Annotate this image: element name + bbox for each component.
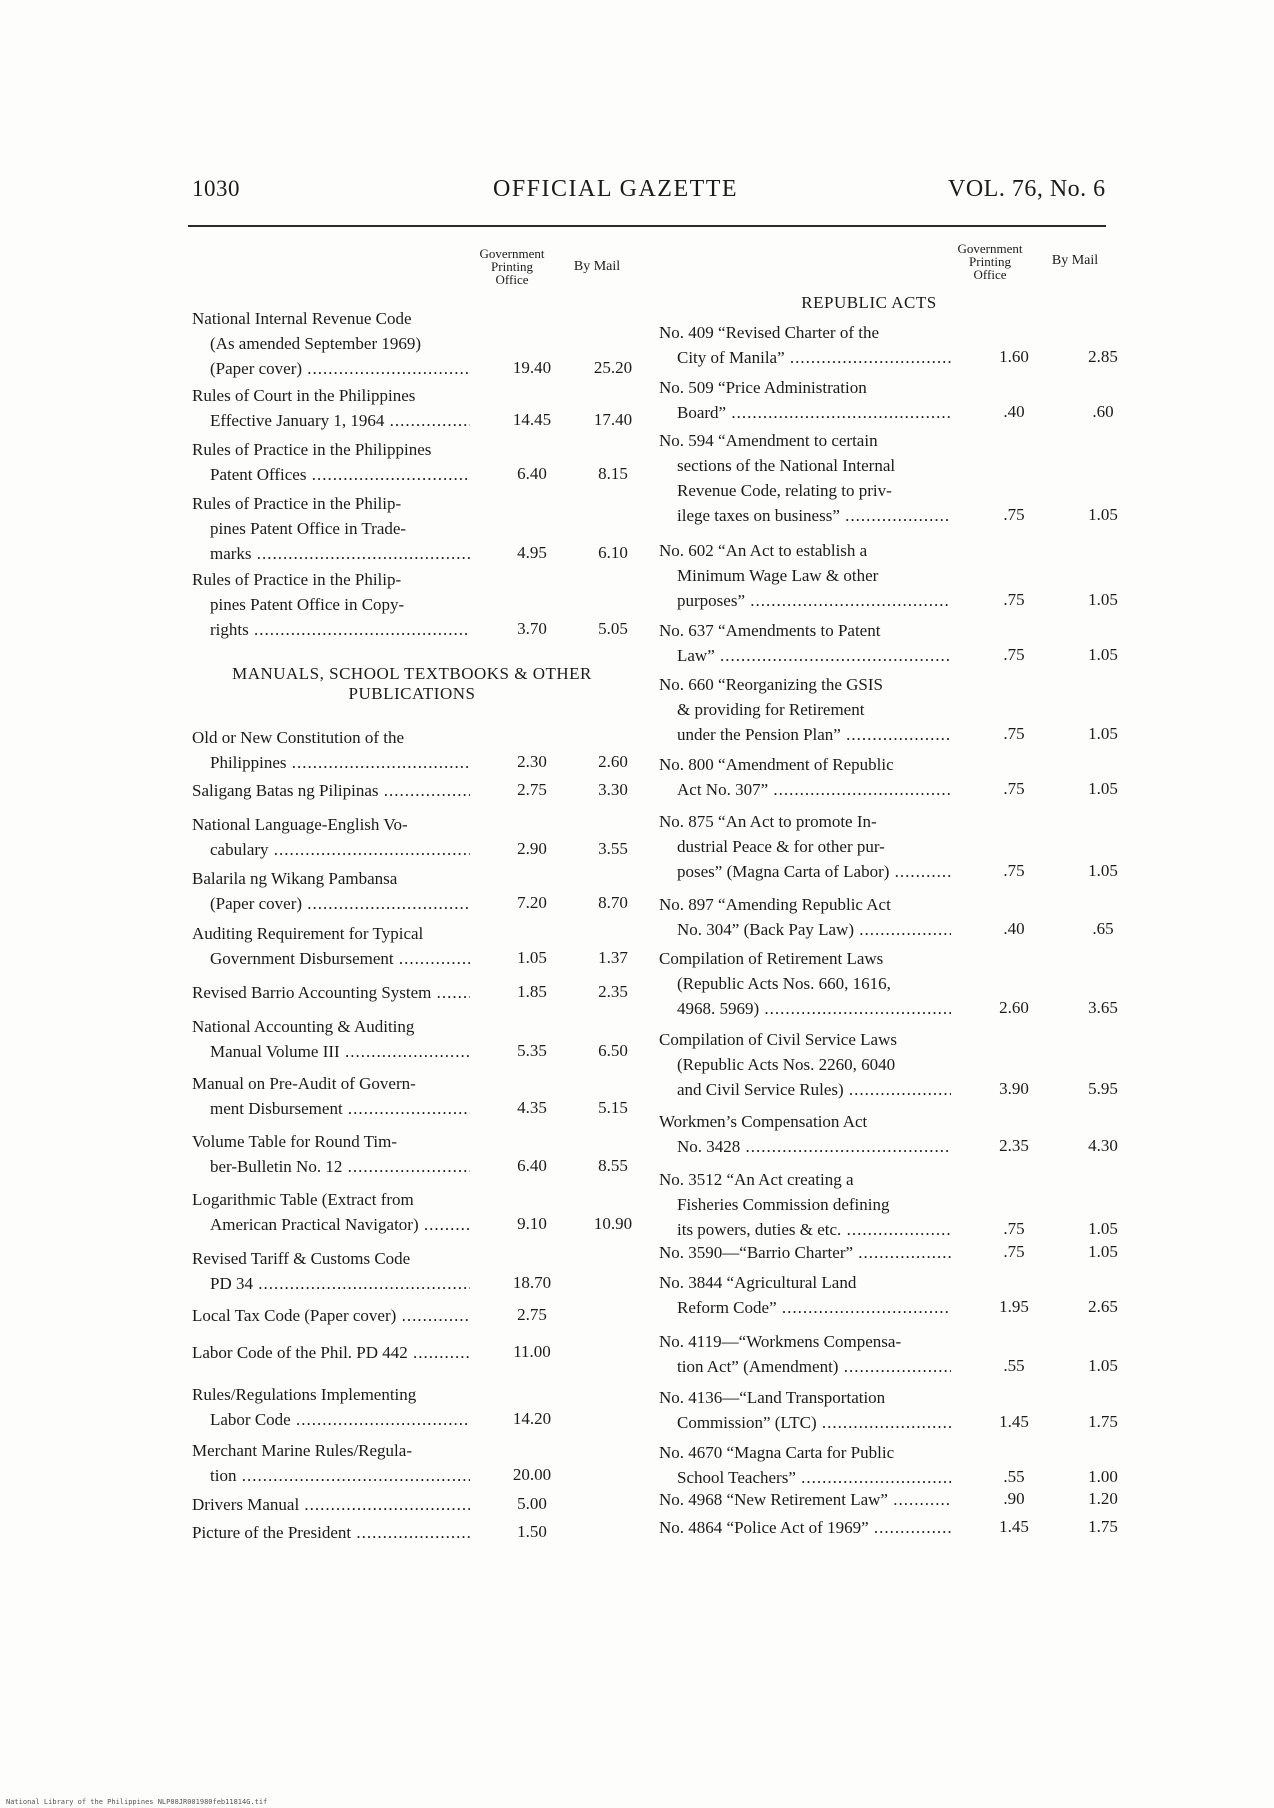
gpo-price: 4.95: [517, 543, 547, 562]
entry-title-line: Drivers Manual .....: [192, 1492, 470, 1517]
republic-act-entry: [659, 1109, 951, 1159]
entry-title-line: No. 3428 .....: [659, 1134, 951, 1159]
gpo-price: 2.75: [517, 1305, 547, 1324]
entry-title-line: No. 304” (Back Pay Law) .....: [659, 917, 951, 942]
mail-price: 1.05: [1088, 1356, 1118, 1375]
gpo-price: 2.90: [517, 839, 547, 858]
entry-title-line: Law” .....: [659, 643, 951, 668]
republic-act-entry: [659, 809, 951, 884]
gpo-price: .55: [1003, 1467, 1025, 1486]
entry-title-line: ber-Bulletin No. 12 .....: [192, 1154, 470, 1179]
gpo-price: .55: [1003, 1356, 1025, 1375]
entry-title-line: Revised Barrio Accounting System .....: [192, 980, 470, 1005]
mail-price: 5.15: [598, 1098, 628, 1117]
entry-title-line: rights .....: [192, 617, 470, 642]
mail-price: 3.55: [598, 839, 628, 858]
entry-title-line: No. 897 “Amending Republic Act: [659, 895, 891, 914]
manual-entry: [192, 1129, 470, 1179]
entry-title-line: Commission” (LTC) .....: [659, 1410, 951, 1435]
gpo-column-heading-right: [944, 242, 1036, 281]
entry-title-line: No. 3844 “Agricultural Land: [659, 1273, 857, 1292]
section-heading-line: MANUALS, SCHOOL TEXTBOOKS & OTHER: [232, 664, 592, 683]
gpo-price: 14.45: [512, 410, 552, 429]
republic-act-entry: [659, 1487, 951, 1512]
mail-column-heading-right: By Mail: [1051, 253, 1099, 268]
mail-price: 2.65: [1088, 1297, 1118, 1316]
mail-price: 2.35: [598, 982, 628, 1001]
entry-title-line: Act No. 307” .....: [659, 777, 951, 802]
entry-title-line: No. 594 “Amendment to certain: [659, 431, 878, 450]
republic-act-entry: [659, 1329, 951, 1379]
entry-title-line: National Language-English Vo-: [192, 815, 408, 834]
mail-price: 6.50: [598, 1041, 628, 1060]
page-title: OFFICIAL GAZETTE: [493, 176, 739, 202]
gpo-price: 4.35: [517, 1098, 547, 1117]
price-entry: [192, 437, 470, 487]
republic-act-entry: [659, 1240, 951, 1265]
gpo-price: 5.00: [517, 1494, 547, 1513]
entry-title-line: poses” (Magna Carta of Labor) .....: [659, 859, 951, 884]
republic-act-entry: [659, 1515, 951, 1540]
mail-price: 8.15: [598, 464, 628, 483]
mail-price: 3.65: [1088, 998, 1118, 1017]
mail-price: 1.05: [1088, 724, 1118, 743]
entry-title-line: No. 875 “An Act to promote In-: [659, 812, 877, 831]
republic-act-entry: [659, 618, 951, 668]
entry-title-line: Volume Table for Round Tim-: [192, 1132, 398, 1151]
mail-price: 1.05: [1088, 590, 1118, 609]
mail-price: 1.05: [1088, 861, 1118, 880]
manual-entry: [192, 778, 470, 803]
entry-title-line: Board” .....: [659, 400, 951, 425]
mail-price: 2.85: [1088, 347, 1118, 366]
mail-price: 1.75: [1088, 1412, 1118, 1431]
entry-title-line: Auditing Requirement for Typical: [192, 924, 424, 943]
entry-title-line: cabulary .....: [192, 837, 470, 862]
entry-title-line: Saligang Batas ng Pilipinas .....: [192, 778, 470, 803]
entry-title-line: Rules of Practice in the Philip-: [192, 494, 402, 513]
gpo-price: 2.35: [999, 1136, 1029, 1155]
entry-title-line: Manual Volume III .....: [192, 1039, 470, 1064]
entry-title-line: Logarithmic Table (Extract from: [192, 1190, 414, 1209]
republic-act-entry: [659, 946, 951, 1021]
mail-price: 6.10: [598, 543, 628, 562]
mail-price: 2.60: [598, 752, 628, 771]
entry-title-line: Philippines .....: [192, 750, 470, 775]
section-heading-line: PUBLICATIONS: [348, 684, 476, 703]
price-entry: [192, 491, 470, 566]
gpo-heading-line: Office: [973, 267, 1007, 282]
entry-title-line: Labor Code of the Phil. PD 442 .....: [192, 1340, 470, 1365]
gpo-price: .75: [1003, 779, 1025, 798]
entry-title-line: American Practical Navigator) .....: [192, 1212, 470, 1237]
republic-act-entry: [659, 1385, 951, 1435]
entry-title-line: No. 800 “Amendment of Republic: [659, 755, 894, 774]
mail-column-heading-left: By Mail: [573, 259, 621, 274]
entry-title-line: Fisheries Commission defining: [677, 1195, 890, 1214]
gpo-price: .75: [1003, 861, 1025, 880]
manual-entry: [192, 725, 470, 775]
manual-entry: [192, 1382, 470, 1432]
entry-title-line: School Teachers” .....: [659, 1465, 951, 1490]
republic-act-entry: [659, 320, 951, 370]
entry-title-line: Patent Offices .....: [192, 462, 470, 487]
gpo-price: .40: [1003, 919, 1025, 938]
gpo-price: 1.50: [517, 1522, 547, 1541]
entry-title-line: tion Act” (Amendment) .....: [659, 1354, 951, 1379]
gpo-price: 6.40: [517, 1156, 547, 1175]
entry-title-line: City of Manila” .....: [659, 345, 951, 370]
entry-title-line: under the Pension Plan” .....: [659, 722, 951, 747]
republic-act-entry: [659, 428, 951, 528]
republic-act-entry: [659, 1167, 951, 1242]
gpo-price: 2.30: [517, 752, 547, 771]
entry-title-line: pines Patent Office in Trade-: [210, 519, 407, 538]
gpo-heading-line: Government: [479, 246, 545, 261]
entry-title-line: Compilation of Retirement Laws: [659, 949, 884, 968]
gpo-heading-line: Office: [495, 272, 529, 287]
scan-footer: National Library of the Philippines NLP08JR001980feb11814G.tif: [6, 1798, 268, 1806]
mail-price: 1.20: [1088, 1489, 1118, 1508]
entry-title-line: Rules/Regulations Implementing: [192, 1385, 417, 1404]
mail-price: 5.95: [1088, 1079, 1118, 1098]
entry-title-line: marks .....: [192, 541, 470, 566]
gpo-price: .75: [1003, 1242, 1025, 1261]
price-entry: [192, 383, 470, 433]
entry-title-line: No. 509 “Price Administration: [659, 378, 867, 397]
entry-title-line: Rules of Practice in the Philippines: [192, 440, 432, 459]
entry-title-line: Picture of the President .....: [192, 1520, 470, 1545]
entry-title-line: Minimum Wage Law & other: [677, 566, 879, 585]
entry-title-line: Balarila ng Wikang Pambansa: [192, 869, 398, 888]
entry-title-line: tion .....: [192, 1463, 470, 1488]
gpo-price: .40: [1003, 402, 1025, 421]
republic-act-entry: [659, 1440, 951, 1490]
entry-title-line: purposes” .....: [659, 588, 951, 613]
entry-title-line: Labor Code .....: [192, 1407, 470, 1432]
manual-entry: [192, 1520, 470, 1545]
mail-price: 1.75: [1088, 1517, 1118, 1536]
entry-title-line: (Paper cover) .....: [192, 356, 470, 381]
manual-entry: [192, 1014, 470, 1064]
gpo-price: 1.60: [999, 347, 1029, 366]
entry-title-line: No. 4968 “New Retirement Law” .....: [659, 1487, 951, 1512]
manual-entry: [192, 980, 470, 1005]
entry-title-line: Effective January 1, 1964 .....: [192, 408, 470, 433]
entry-title-line: No. 4119—“Workmens Compensa-: [659, 1332, 902, 1351]
mail-price: 3.30: [598, 780, 628, 799]
gpo-price: 3.70: [517, 619, 547, 638]
mail-price: 5.05: [598, 619, 628, 638]
mail-price: .65: [1092, 919, 1114, 938]
gpo-price: 18.70: [512, 1273, 552, 1292]
gpo-heading-line: Government: [957, 241, 1023, 256]
entry-title-line: its powers, duties & etc. .....: [659, 1217, 951, 1242]
entry-title-line: Revenue Code, relating to priv-: [677, 481, 892, 500]
entry-title-line: (As amended September 1969): [210, 334, 422, 353]
entry-title-line: 4968. 5969) .....: [659, 996, 951, 1021]
page-number: 1030: [192, 176, 240, 201]
entry-title-line: Compilation of Civil Service Laws: [659, 1030, 897, 1049]
entry-title-line: dustrial Peace & for other pur-: [677, 837, 885, 856]
gpo-price: .90: [1003, 1489, 1025, 1508]
entry-title-line: National Internal Revenue Code: [192, 309, 412, 328]
mail-price: 8.55: [598, 1156, 628, 1175]
manual-entry: [192, 1303, 470, 1328]
entry-title-line: Local Tax Code (Paper cover) .....: [192, 1303, 470, 1328]
entry-title-line: No. 660 “Reorganizing the GSIS: [659, 675, 883, 694]
entry-title-line: sections of the National Internal: [677, 456, 896, 475]
gpo-price: .75: [1003, 590, 1025, 609]
entry-title-line: Workmen’s Compensation Act: [659, 1112, 868, 1131]
gpo-price: 2.60: [999, 998, 1029, 1017]
price-entry: [192, 567, 470, 642]
gpo-heading-line: Printing: [969, 254, 1011, 269]
gpo-price: 5.35: [517, 1041, 547, 1060]
gpo-price: 20.00: [512, 1465, 552, 1484]
gpo-column-heading-left: [466, 247, 558, 286]
entry-title-line: National Accounting & Auditing: [192, 1017, 415, 1036]
republic-act-entry: [659, 672, 951, 747]
entry-title-line: Merchant Marine Rules/Regula-: [192, 1441, 412, 1460]
mail-price: 10.90: [593, 1214, 633, 1233]
gpo-heading-line: Printing: [491, 259, 533, 274]
entry-title-line: Old or New Constitution of the: [192, 728, 405, 747]
entry-title-line: No. 4136—“Land Transportation: [659, 1388, 886, 1407]
mail-price: 1.05: [1088, 1242, 1118, 1261]
entry-title-line: pines Patent Office in Copy-: [210, 595, 405, 614]
republic-act-entry: [659, 375, 951, 425]
manual-entry: [192, 866, 470, 916]
gpo-price: 3.90: [999, 1079, 1029, 1098]
gpo-price: 1.95: [999, 1297, 1029, 1316]
republic-act-entry: [659, 1027, 951, 1102]
entry-title-line: Rules of Practice in the Philip-: [192, 570, 402, 589]
header-rule: [188, 225, 1106, 227]
entry-title-line: PD 34 .....: [192, 1271, 470, 1296]
manual-entry: [192, 812, 470, 862]
gpo-price: 2.75: [517, 780, 547, 799]
entry-title-line: ment Disbursement .....: [192, 1096, 470, 1121]
mail-price: 25.20: [593, 358, 633, 377]
entry-title-line: (Republic Acts Nos. 660, 1616,: [677, 974, 891, 993]
entry-title-line: No. 3512 “An Act creating a: [659, 1170, 854, 1189]
entry-title-line: No. 3590—“Barrio Charter” .....: [659, 1240, 951, 1265]
gpo-price: 14.20: [512, 1409, 552, 1428]
mail-price: 4.30: [1088, 1136, 1118, 1155]
entry-title-line: No. 602 “An Act to establish a: [659, 541, 868, 560]
volume-label: VOL. 76, No. 6: [948, 176, 1106, 202]
entry-title-line: Rules of Court in the Philippines: [192, 386, 416, 405]
manual-entry: [192, 1071, 470, 1121]
gpo-price: .75: [1003, 645, 1025, 664]
republic-act-entry: [659, 892, 951, 942]
entry-title-line: Reform Code” .....: [659, 1295, 951, 1320]
republic-acts-heading: REPUBLIC ACTS: [801, 293, 937, 312]
mail-price: 1.37: [598, 948, 628, 967]
manual-entry: [192, 921, 470, 971]
gpo-price: .75: [1003, 1219, 1025, 1238]
gpo-price: .75: [1003, 505, 1025, 524]
manual-entry: [192, 1246, 470, 1296]
entry-title-line: (Paper cover) .....: [192, 891, 470, 916]
gpo-price: 1.05: [517, 948, 547, 967]
republic-act-entry: [659, 752, 951, 802]
manual-entry: [192, 1492, 470, 1517]
price-entry: [192, 306, 470, 381]
entry-title-line: Revised Tariff & Customs Code: [192, 1249, 411, 1268]
republic-act-entry: [659, 538, 951, 613]
mail-price: 17.40: [593, 410, 633, 429]
mail-price: 1.05: [1088, 779, 1118, 798]
gpo-price: .75: [1003, 724, 1025, 743]
entry-title-line: and Civil Service Rules) .....: [659, 1077, 951, 1102]
entry-title-line: Government Disbursement .....: [192, 946, 470, 971]
entry-title-line: ilege taxes on business” .....: [659, 503, 951, 528]
entry-title-line: (Republic Acts Nos. 2260, 6040: [677, 1055, 896, 1074]
manual-entry: [192, 1340, 470, 1365]
manual-entry: [192, 1438, 470, 1488]
gpo-price: 6.40: [517, 464, 547, 483]
republic-act-entry: [659, 1270, 951, 1320]
gpo-price: 19.40: [512, 358, 552, 377]
mail-price: 1.05: [1088, 645, 1118, 664]
mail-price: 1.05: [1088, 1219, 1118, 1238]
manuals-section-heading: [192, 664, 632, 704]
entry-title-line: No. 409 “Revised Charter of the: [659, 323, 879, 342]
gpo-price: 9.10: [517, 1214, 547, 1233]
entry-title-line: No. 637 “Amendments to Patent: [659, 621, 881, 640]
mail-price: 8.70: [598, 893, 628, 912]
entry-title-line: No. 4864 “Police Act of 1969” .....: [659, 1515, 951, 1540]
mail-price: 1.05: [1088, 505, 1118, 524]
entry-title-line: No. 4670 “Magna Carta for Public: [659, 1443, 895, 1462]
entry-title-line: Manual on Pre-Audit of Govern-: [192, 1074, 416, 1093]
mail-price: 1.00: [1088, 1467, 1118, 1486]
gpo-price: 7.20: [517, 893, 547, 912]
manual-entry: [192, 1187, 470, 1237]
entry-title-line: & providing for Retirement: [677, 700, 865, 719]
gpo-price: 11.00: [513, 1342, 551, 1361]
gpo-price: 1.45: [999, 1412, 1029, 1431]
gpo-price: 1.85: [517, 982, 547, 1001]
mail-price: .60: [1092, 402, 1114, 421]
gpo-price: 1.45: [999, 1517, 1029, 1536]
